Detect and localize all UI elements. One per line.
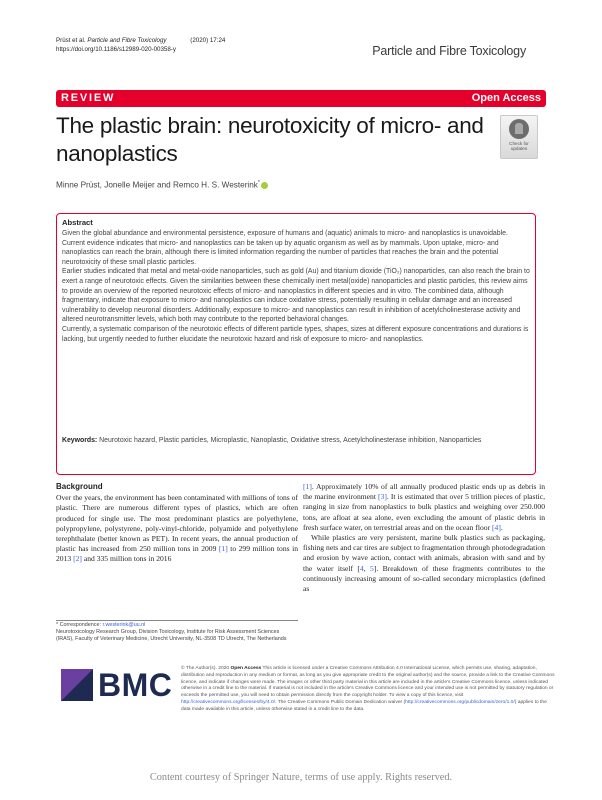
- corresponding-mark: *: [257, 180, 260, 186]
- body-text: and 335 million tons in 2016: [81, 554, 172, 564]
- crossmark-icon: [509, 119, 529, 139]
- cc-by-license-link[interactable]: http://creativecommons.org/licenses/by/4.0/: [181, 699, 276, 705]
- correspondence-email-link[interactable]: r.westerink@uu.nl: [102, 622, 146, 628]
- citation-link[interactable]: [3]: [378, 492, 387, 502]
- body-text: . Approximately 10% of all annually produced plastic ends up as debris in the marine environment: [303, 482, 545, 502]
- body-paragraph: [56, 493, 298, 564]
- license-text: This article is licensed under a Creative Commons Attribution 4.0 International License, which permits use, sharing, adaptation, distribution and reproduction in any medium or format, as long as you give appropriate credit to the original author(s) and the source, provide a link to the Creative Commons licence, and indicate if changes were made. The images or other third party material in this article are included in the article's Creative Commons licence, unless indicated otherwise in a credit line to the material. If material is not included in the article's Creative Commons licence and your intended use is not permitted by statutory regulation or exceeds the permitted use, you will need to obtain permission directly from the copyright holder. To view a copy of this licence, visit: [181, 666, 555, 699]
- body-paragraph: [303, 482, 545, 533]
- citation-link[interactable]: [2]: [73, 554, 82, 564]
- check-updates-line2: updates: [510, 146, 528, 151]
- license-open-access: Open Access: [230, 666, 262, 671]
- body-text: While plastics are very persistent, marine bulk plastics such as packaging, fishing nets and car tires are subject to fragmentation through photodegradation and erosion by wave action, contact with animals, abrasion with sand and by the water itself [: [303, 533, 545, 573]
- running-header: [56, 37, 225, 54]
- license-text: . The Creative Commons Public Domain Dedication waiver (: [275, 699, 406, 705]
- article-type-label: REVIEW: [61, 92, 116, 104]
- bmc-logo: [61, 669, 181, 704]
- citation-link[interactable]: [1]: [303, 482, 312, 491]
- check-for-updates-button[interactable]: [500, 115, 538, 159]
- abstract-heading: Abstract: [62, 218, 93, 227]
- cc-zero-license-link[interactable]: http://creativecommons.org/publicdomain/zero/1.0/: [405, 699, 515, 705]
- citation-link[interactable]: 5: [370, 563, 374, 573]
- abstract-paragraph-3: Currently, a systematic comparison of the neurotoxic effects of different particle types, shapes, sizes at different exposure concentrations and durations is lacking, but urgently needed to further elucidate the neurotoxic hazard and risk of exposure to micro- and nanoplastics.: [62, 325, 529, 343]
- article-title: The plastic brain: neurotoxicity of micro- and nanoplastics: [56, 113, 484, 166]
- keywords-list: Neurotoxic hazard, Plastic particles, Microplastic, Nanoplastic, Oxidative stress, Acetylcholinesterase inhibition, Nanoparticles: [99, 437, 482, 444]
- footnote-divider: [56, 620, 298, 621]
- body-text: .: [500, 522, 503, 532]
- keywords-label: Keywords:: [62, 437, 98, 444]
- abstract-box: [56, 213, 536, 475]
- check-updates-line1: Check for: [509, 141, 529, 146]
- courtesy-footer: Content courtesy of Springer Nature, terms of use apply. Rights reserved.: [149, 772, 453, 783]
- body-column-left: [56, 482, 298, 565]
- orcid-icon[interactable]: [261, 182, 268, 189]
- correspondence-label: * Correspondence:: [56, 622, 103, 628]
- doi-link[interactable]: https://doi.org/10.1186/s12989-020-00358-y: [56, 45, 176, 53]
- body-text: . It is estimated that over 5 trillion pieces of plastic, ranging in size from nanoplastics to bulk plastics and weighing over 250.000 tons, are afloat at sea alone, even excluding the amount of plastic debris in fresh surface water, on terrestrial areas and on the ocean floor: [303, 492, 545, 532]
- license-text: © The Author(s). 2020: [181, 666, 231, 671]
- abstract-paragraph-1: Given the global abundance and environmental persistence, exposure of humans and (aquatic) animals to micro- and nanoplastics is unavoidable. Current evidence indicates that micro- and nanoplastics can be taken up by aquatic organism as well as by mammals. Upon uptake, micro- and nanoplastics can reach the brain, although there is limited information regarding the number of particles that reaches the brain and the potential neurotoxicity of these small plastic particles.: [62, 230, 508, 266]
- article-type-banner: [56, 90, 546, 107]
- body-column-right: [303, 482, 545, 594]
- abstract-paragraph-2: Earlier studies indicated that metal and metal-oxide nanoparticles, such as gold (Au) and titanium dioxide (TiO₂) nanoparticles, can also reach the brain to exert a range of neurotoxic effects. Given the similarities between these chemically inert metal(oxide) nanoparticles and plastic particles, this review aims to provide an overview of the reported neurotoxic effects of micro- and nanoplastics in different species and in vitro. The combined data, although fragmentary, indicate that exposure to micro- and nanoplastics can induce oxidative stress, potentially resulting in cellular damage and an increased vulnerability to develop neuronal disorders. Additionally, exposure to micro- and nanoplastics can result in inhibition of acetylcholinesterase activity and altered neurotransmitter levels, which both may contribute to the reported behavioral changes.: [62, 268, 530, 324]
- citation-year-volume: (2020) 17:24: [190, 37, 226, 44]
- body-paragraph: [303, 533, 545, 594]
- bmc-logo-text: BMC: [98, 667, 173, 703]
- license-statement: [181, 666, 556, 714]
- correspondence-footnote: [56, 622, 298, 644]
- body-text: to 299 million tons in 2013: [56, 544, 299, 564]
- bmc-logo-mark-icon: [61, 669, 93, 701]
- authors-text: Minne Prüst, Jonelle Meijer and Remco H. S. Westerink: [56, 180, 258, 190]
- citation-link[interactable]: [1]: [218, 544, 228, 554]
- open-access-label: Open Access: [471, 92, 541, 104]
- author-list: [56, 180, 268, 190]
- affiliation: Neurotoxicology Research Group, Division Toxicology, Institute for Risk Assessment Sciences (IRAS), Faculty of Veterinary Medicine, Utrecht University, NL-3508 TD Utrecht, The Netherlands: [56, 629, 287, 643]
- citation-journal: Particle and Fibre Toxicology: [87, 37, 167, 44]
- body-text: ]. Breakdown of these fragments contributes to the continuously increasing amount of so-called secondary microplastics (defined as: [303, 563, 545, 594]
- body-text: Over the years, the environment has been contaminated with millions of tons of plastic. There are numerous different types of plastics, which are often produced for single use. The most predominant plastics are polyethylene, polypropylene, polystyrene, poly-vinyl-chloride, polyamide and polyethylene terephthalate (better known as PET). In recent years, the annual production of plastic has increased from 250 million tons in 2009: [56, 493, 298, 554]
- citation-link[interactable]: [4]: [492, 522, 501, 532]
- journal-name: Particle and Fibre Toxicology: [372, 44, 526, 58]
- citation-authors: Prüst et al.: [56, 37, 86, 44]
- section-heading-background: Background: [56, 482, 103, 491]
- license-text: ) applies to the data made available in this article, unless otherwise stated in a credit line to the data.: [181, 699, 547, 712]
- body-text: ,: [363, 563, 371, 573]
- keywords: [62, 436, 527, 446]
- citation-link[interactable]: 4: [359, 563, 364, 573]
